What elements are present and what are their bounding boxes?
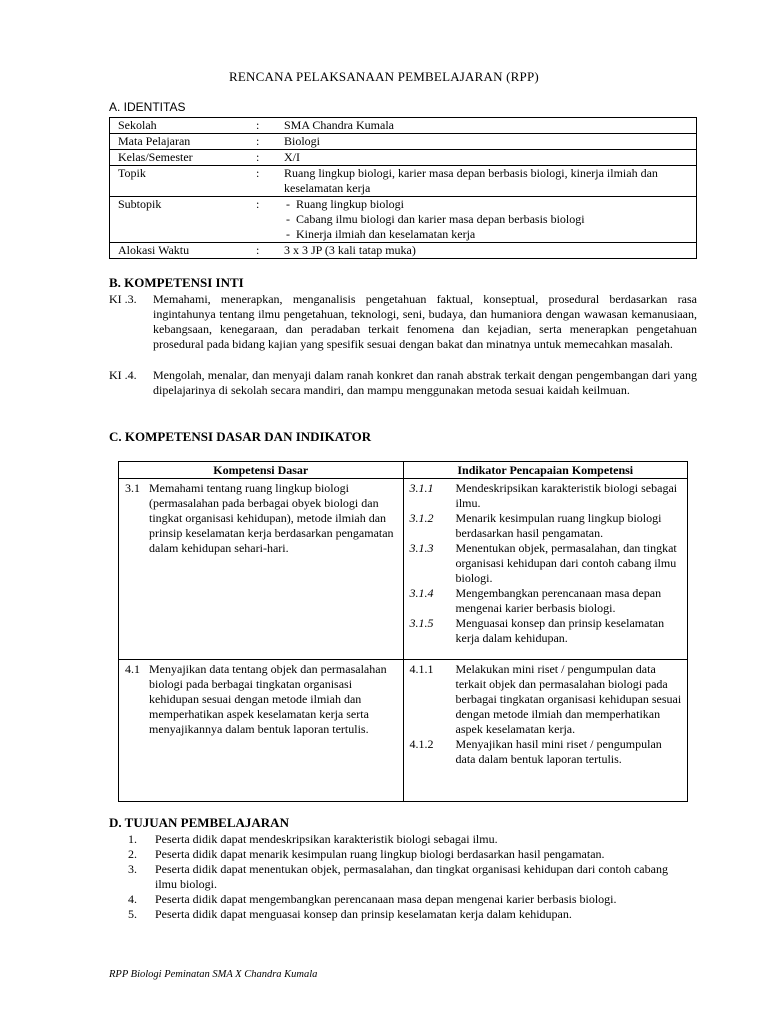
identity-value: 3 x 3 JP (3 kali tatap muka) bbox=[284, 243, 416, 257]
section-heading-kompetensi-dasar: C. KOMPETENSI DASAR DAN INDIKATOR bbox=[109, 429, 372, 444]
indicator-item bbox=[410, 737, 684, 767]
tujuan-number: 4. bbox=[128, 892, 137, 906]
tujuan-text: Peserta didik dapat menentukan objek, permasalahan, dan tingkat organisasi kehidupan dari contoh cabang ilmu biologi. bbox=[155, 862, 668, 891]
identity-separator: : bbox=[256, 134, 260, 148]
list-item bbox=[128, 847, 698, 862]
tujuan-text: Peserta didik dapat menarik kesimpulan ruang lingkup biologi berdasarkan hasil pengamatan. bbox=[155, 847, 605, 861]
indicator-number: 3.1.5 bbox=[409, 616, 434, 630]
indicator-number: 4.1.2 bbox=[409, 737, 434, 751]
table-row bbox=[119, 479, 688, 660]
identity-value: SMA Chandra Kumala bbox=[284, 118, 394, 132]
section-heading-identitas: A. IDENTITAS bbox=[109, 100, 186, 114]
identity-separator: : bbox=[256, 118, 260, 132]
indicator-item bbox=[410, 662, 684, 737]
identity-label: Kelas/Semester bbox=[110, 150, 257, 166]
indicator-number: 3.1.1 bbox=[409, 481, 434, 495]
list-item: - Cabang ilmu biologi dan karier masa depan berbasis biologi bbox=[284, 212, 696, 227]
ki-number: KI .4. bbox=[109, 368, 137, 382]
kd-text: Menyajikan data tentang objek dan permasalahan biologi pada berbagai tingkatan organisasi kehidupan sesuai dengan metode ilmiah dan memperhatikan aspek keselamatan kerja serta menyajikannya dalam bentuk laporan tertulis. bbox=[149, 662, 387, 736]
identity-label: Mata Pelajaran bbox=[110, 134, 257, 150]
indicator-item bbox=[410, 481, 684, 511]
tujuan-text: Peserta didik dapat mendeskripsikan karakteristik biologi sebagai ilmu. bbox=[155, 832, 498, 846]
kd-table bbox=[118, 461, 688, 802]
kd-number: 4.1 bbox=[125, 662, 140, 676]
list-item: - Ruang lingkup biologi bbox=[284, 197, 696, 212]
table-header-row bbox=[119, 462, 688, 479]
indicator-text: Melakukan mini riset / pengumpulan data terkait objek dan permasalahan biologi pada berbagai tingkatan organisasi kehidupan sesuai dengan metode ilmiah dan memperhatikan aspek keselamatan kerja. bbox=[455, 662, 682, 736]
identity-label: Topik bbox=[110, 166, 257, 197]
kd-item bbox=[125, 662, 399, 737]
document-title: RENCANA PELAKSANAAN PEMBELAJARAN (RPP) bbox=[229, 69, 539, 84]
indicator-item bbox=[410, 616, 684, 646]
indicator-number: 3.1.3 bbox=[409, 541, 434, 555]
identity-separator: : bbox=[256, 150, 260, 164]
section-heading-tujuan: D. TUJUAN PEMBELAJARAN bbox=[109, 815, 289, 830]
table-row bbox=[110, 150, 697, 166]
identity-table bbox=[109, 117, 697, 259]
column-header-indikator: Indikator Pencapaian Kompetensi bbox=[403, 462, 688, 479]
ki-item bbox=[109, 292, 697, 352]
indicator-number: 4.1.1 bbox=[409, 662, 434, 676]
indicator-text: Menentukan objek, permasalahan, dan tingkat organisasi kehidupan dari contoh cabang ilmu biologi. bbox=[455, 541, 677, 585]
ki-text: Memahami, menerapkan, menganalisis pengetahuan faktual, konseptual, prosedural berdasarkan rasa ingintahunya tentang ilmu pengetahuan, teknologi, seni, budaya, dan humaniora dengan wawasan kemanusiaan, kebangsaan, kenegaraan, dan peradaban terkait fenomena dan kejadian, serta menerapkan pengetahuan prosedural pada bidang kajian yang spesifik sesuai dengan bakat dan minatnya untuk memecahkan masalah. bbox=[153, 292, 697, 351]
kd-number: 3.1 bbox=[125, 481, 140, 495]
indicator-text: Mendeskripsikan karakteristik biologi sebagai ilmu. bbox=[455, 481, 678, 510]
identity-separator: : bbox=[256, 197, 260, 211]
tujuan-number: 3. bbox=[128, 862, 137, 876]
identity-separator: : bbox=[256, 166, 260, 180]
indicator-text: Menyajikan hasil mini riset / pengumpulan data dalam bentuk laporan tertulis. bbox=[455, 737, 662, 766]
indicator-text: Mengembangkan perencanaan masa depan mengenai karier berbasis biologi. bbox=[455, 586, 662, 615]
tujuan-number: 5. bbox=[128, 907, 137, 921]
identity-value: X/I bbox=[284, 150, 300, 164]
identity-label: Sekolah bbox=[110, 118, 257, 134]
indicator-text: Menarik kesimpulan ruang lingkup biologi berdasarkan hasil pengamatan. bbox=[455, 511, 662, 540]
section-heading-kompetensi-inti: B. KOMPETENSI INTI bbox=[109, 275, 244, 290]
ki-item bbox=[109, 368, 697, 398]
list-item bbox=[128, 862, 698, 892]
table-row bbox=[110, 243, 697, 259]
kd-text: Memahami tentang ruang lingkup biologi (permasalahan pada berbagai obyek biologi dan tingkat organisasi kehidupan), metode ilmiah dan prinsip keselamatan kerja berdasarkan pengamatan dalam kehidupan sehari-hari. bbox=[149, 481, 394, 555]
table-row bbox=[110, 118, 697, 134]
list-item: - Kinerja ilmiah dan keselamatan kerja bbox=[284, 227, 696, 242]
page-footer: RPP Biologi Peminatan SMA X Chandra Kumala bbox=[109, 969, 318, 980]
indicator-item bbox=[410, 586, 684, 616]
indicator-number: 3.1.2 bbox=[409, 511, 434, 525]
indicator-number: 3.1.4 bbox=[409, 586, 434, 600]
indicator-text: Menguasai konsep dan prinsip keselamatan kerja dalam kehidupan. bbox=[455, 616, 665, 645]
table-row bbox=[110, 166, 697, 197]
list-item bbox=[128, 907, 698, 922]
ki-number: KI .3. bbox=[109, 292, 137, 306]
table-row bbox=[110, 134, 697, 150]
list-item bbox=[128, 832, 698, 847]
list-item bbox=[128, 892, 698, 907]
indicator-item bbox=[410, 541, 684, 586]
subtopic-list bbox=[284, 197, 696, 242]
indicator-item bbox=[410, 511, 684, 541]
column-header-kd: Kompetensi Dasar bbox=[119, 462, 404, 479]
tujuan-list bbox=[128, 832, 698, 922]
identity-separator: : bbox=[256, 243, 260, 257]
identity-value: Ruang lingkup biologi, karier masa depan berbasis biologi, kinerja ilmiah dan keselamatan kerja bbox=[284, 166, 658, 195]
identity-label: Subtopik bbox=[110, 197, 257, 243]
tujuan-text: Peserta didik dapat menguasai konsep dan prinsip keselamatan kerja dalam kehidupan. bbox=[155, 907, 572, 921]
ki-text: Mengolah, menalar, dan menyaji dalam ranah konkret dan ranah abstrak terkait dengan pengembangan dari yang dipelajarinya di sekolah secara mandiri, dan mampu menggunakan metoda sesuai kaidah keilmuan. bbox=[153, 368, 697, 397]
identity-value: Biologi bbox=[284, 134, 321, 148]
tujuan-number: 1. bbox=[128, 832, 137, 846]
table-row bbox=[110, 197, 697, 243]
identity-label: Alokasi Waktu bbox=[110, 243, 257, 259]
tujuan-text: Peserta didik dapat mengembangkan perencanaan masa depan mengenai karier berbasis biologi. bbox=[155, 892, 617, 906]
table-row bbox=[119, 660, 688, 802]
tujuan-number: 2. bbox=[128, 847, 137, 861]
kd-item bbox=[125, 481, 399, 556]
